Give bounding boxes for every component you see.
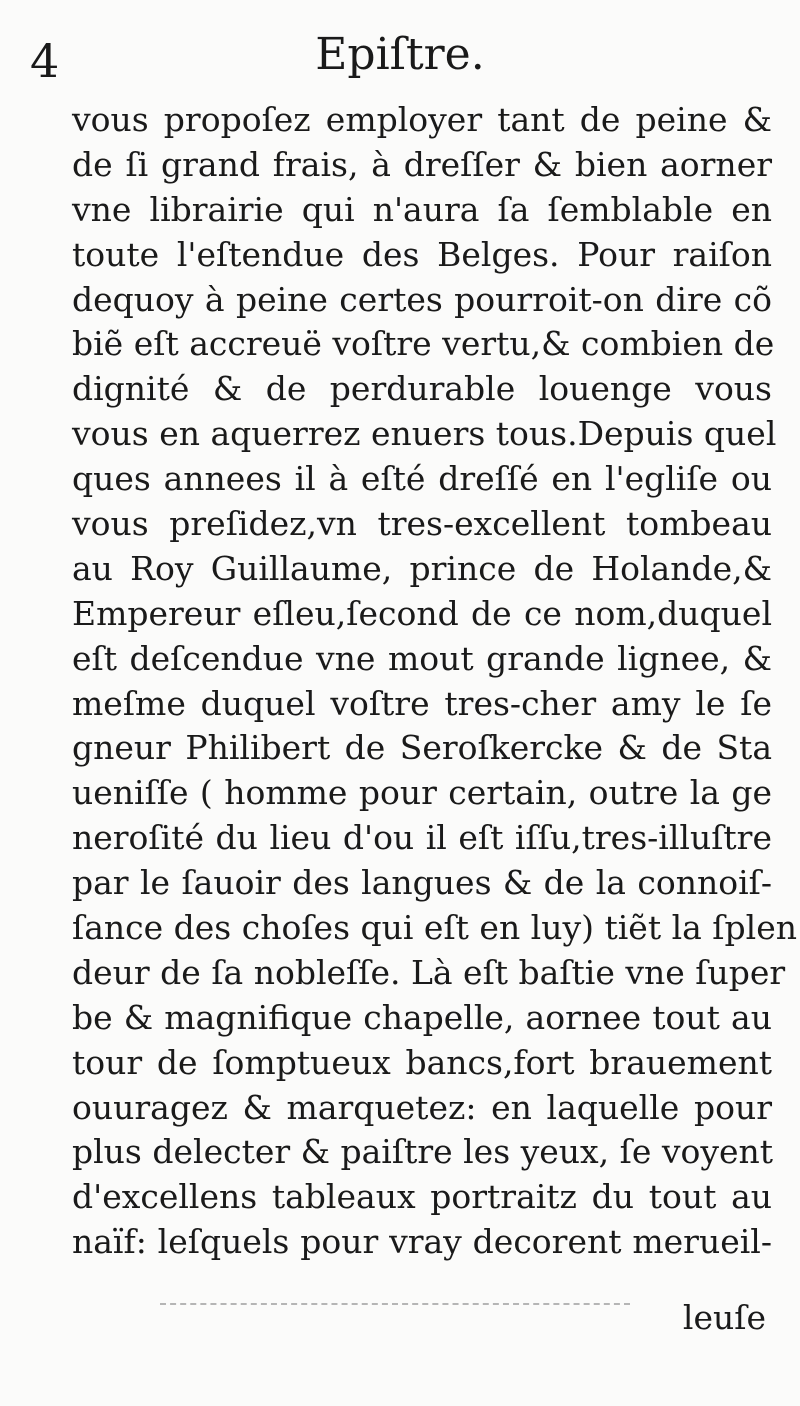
- text-line: Empereur eſleu,ſecond de ce nom,duquel: [72, 593, 772, 633]
- text-line: au Roy Guillaume, prince de Holande,&: [72, 548, 772, 588]
- text-line: ſance des choſes qui eſt en luy) tiẽt la ſplen: [72, 908, 797, 948]
- text-line: biẽ eſt accreuë voſtre vertu,& combien de: [72, 324, 775, 364]
- text-line: vous en aquerrez enuers tous.Depuis quel: [72, 414, 777, 454]
- page-number: 4: [30, 34, 60, 88]
- text-line: naïf: leſquels pour vray decorent merueil-: [72, 1222, 772, 1262]
- text-line: tour de ſomptueux bancs,fort brauement: [72, 1042, 772, 1082]
- body-text: [72, 98, 797, 1265]
- text-line: ueniſſe ( homme pour certain, outre la ge: [72, 773, 772, 813]
- text-line: dequoy à peine certes pourroit-on dire cõ: [72, 279, 772, 319]
- text-line: vne librairie qui n'aura ſa ſemblable en: [72, 189, 772, 229]
- text-line: plus delecter & paiſtre les yeux, ſe voyent: [72, 1132, 774, 1172]
- text-line: ques annees il à eſté dreſſé en l'egliſe ou: [72, 459, 772, 499]
- text-line: vous propoſez employer tant de peine &: [72, 100, 772, 139]
- text-line: deur de ſa nobleſſe. Là eſt baſtie vne ſuper: [72, 952, 786, 992]
- text-line: ouuragez & marquetez: en laquelle pour: [72, 1087, 772, 1127]
- text-line: de ſi grand frais, à dreſſer & bien aorner: [72, 144, 772, 184]
- text-line: toute l'eſtendue des Belges. Pour raiſon: [72, 234, 772, 274]
- text-line: eſt deſcendue vne mout grande lignee, &: [72, 638, 772, 678]
- text-line: meſme duquel voſtre tres-cher amy le ſe: [72, 683, 772, 723]
- text-line: vous preſidez,vn tres-excellent tombeau: [72, 504, 772, 544]
- running-head: Epiſtre.: [315, 29, 485, 80]
- text-line: d'excellens tableaux portraitz du tout au: [72, 1177, 772, 1217]
- text-line: par le ſauoir des langues & de la connoiſ-: [72, 863, 772, 903]
- text-line: dignité & de perdurable louenge vous: [72, 369, 772, 409]
- catchword: leuſe: [682, 1298, 766, 1337]
- page-bottom-rule: [160, 1303, 630, 1305]
- text-line: neroſité du lieu d'ou il eſt iſſu,tres-illuſtre: [72, 818, 772, 858]
- text-line: be & magnifique chapelle, aornee tout au: [72, 997, 772, 1037]
- text-line: gneur Philibert de Seroſkercke & de Sta: [72, 728, 772, 768]
